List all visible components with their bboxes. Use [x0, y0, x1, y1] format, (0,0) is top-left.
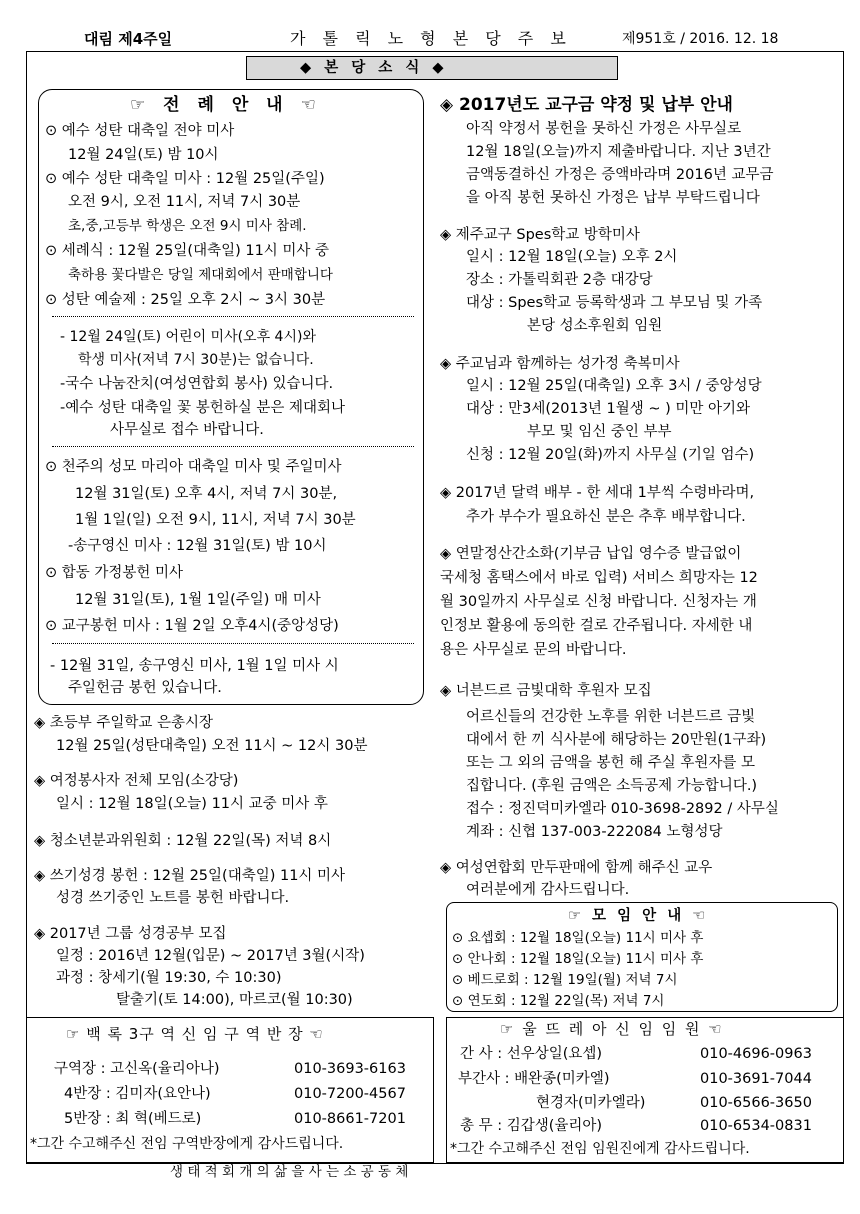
- liturgy-line: 12월 24일(토) 밤 10시: [68, 147, 219, 163]
- thanks-line: 여러분에게 감사드립니다.: [466, 882, 630, 898]
- liturgy-line: 12월 31일(토), 1월 1일(주일) 매 미사: [75, 592, 321, 608]
- liturgy-line: 학생 미사(저녁 7시 30분)는 없습니다.: [78, 352, 314, 368]
- officer-phone: 010-4696-0963: [700, 1046, 812, 1062]
- sponsor-line: ◈ 너븐드르 금빛대학 후원자 모집: [440, 683, 652, 699]
- liturgy-line: ⊙ 천주의 성모 마리아 대축일 미사 및 주일미사: [45, 459, 342, 475]
- officers-title: ☞ 울 뜨 레 아 신 임 임 원 ☜: [500, 1020, 724, 1038]
- liturgy-line: ⊙ 세례식 : 12월 25일(대축일) 11시 미사 중: [45, 243, 330, 259]
- pledge-line: 을 아직 봉헌 못하신 가정은 납부 부탁드립니다: [466, 190, 760, 206]
- liturgy-line: -예수 성탄 대축일 꽃 봉헌하실 분은 제대회나: [60, 400, 346, 416]
- sponsor-line: 계좌 : 신협 137-003-222084 노형성당: [466, 824, 723, 840]
- officers-thanks: *그간 수고해주신 전임 임원진에게 감사드립니다.: [450, 1141, 750, 1157]
- liturgy-line: - 12월 31일, 송구영신 미사, 1월 1일 미사 시: [50, 658, 339, 674]
- liturgy-line: -송구영신 미사 : 12월 31일(토) 밤 10시: [68, 538, 327, 554]
- pledge-title: ◈ 2017년도 교구금 약정 및 납부 안내: [440, 95, 733, 115]
- left-notice: ◈ 2017년 그룹 성경공부 모집: [34, 926, 227, 942]
- liturgy-line: - 12월 24일(토) 어린이 미사(오후 4시)와: [60, 329, 316, 345]
- left-notice: ◈ 쓰기성경 봉헌 : 12월 25일(대축일) 11시 미사: [34, 868, 346, 884]
- pledge-line: 금액동결하신 가정은 증액바라며 2016년 교무금: [466, 167, 774, 183]
- district-role: 구역장 : 고신옥(율리아나): [54, 1061, 220, 1077]
- calendar-line: 추가 부수가 필요하신 분은 추후 배부합니다.: [466, 509, 746, 525]
- thanks-line: ◈ 여성연합회 만두판매에 함께 해주신 교우: [440, 860, 713, 876]
- baby-line: 부모 및 임신 중인 부부: [527, 424, 672, 440]
- liturgy-line: ⊙ 성탄 예술제 : 25일 오후 2시 ~ 3시 30분: [45, 292, 326, 308]
- tax-line: 용은 사무실로 문의 바랍니다.: [440, 642, 627, 658]
- footer-slogan: 생 태 적 회 개 의 삶 을 사 는 소 공 동 체: [170, 1164, 409, 1180]
- meeting-row: ⊙ 요셉회 : 12월 18일(오늘) 11시 미사 후: [452, 930, 704, 946]
- district-role: 4반장 : 김미자(요안나): [64, 1086, 211, 1102]
- liturgy-divider: [52, 446, 414, 447]
- sponsor-line: 집합니다. (후원 금액은 소득공제 가능합니다.): [466, 778, 758, 794]
- header-title: 가 톨 릭 노 형 본 당 주 보: [290, 29, 572, 48]
- meeting-row: ⊙ 베드로회 : 12월 19일(월) 저녁 7시: [452, 972, 678, 988]
- sponsor-line: 어르신들의 건강한 노후를 위한 너븐드르 금빛: [466, 709, 756, 725]
- left-notice: 성경 쓰기중인 노트를 봉헌 바랍니다.: [56, 890, 290, 906]
- left-notice: ◈ 여정봉사자 전체 모임(소강당): [34, 773, 239, 789]
- district-phone: 010-8661-7201: [294, 1111, 406, 1127]
- header-left: 대림 제4주일: [84, 30, 173, 48]
- left-notice: 과정 : 창세기(월 19:30, 수 10:30): [56, 970, 282, 986]
- officer-role: 현경자(미카엘라): [536, 1095, 646, 1111]
- baby-line: 일시 : 12월 25일(대축일) 오후 3시 / 중앙성당: [466, 378, 762, 394]
- sponsor-line: 대에서 한 끼 식사분에 해당하는 20만원(1구좌): [466, 732, 767, 748]
- pledge-line: 12월 18일(오늘)까지 제출바랍니다. 지난 3년간: [466, 144, 771, 160]
- officer-role: 간 사 : 선우상일(요셉): [460, 1046, 603, 1062]
- liturgy-line: 주일헌금 봉헌 있습니다.: [68, 680, 222, 696]
- jeju-line: 본당 성소후원회 임원: [527, 318, 663, 334]
- liturgy-line: ⊙ 예수 성탄 대축일 미사 : 12월 25일(주일): [45, 171, 325, 187]
- district-title: ☞ 백 록 3구 역 신 임 구 역 반 장 ☜: [66, 1025, 324, 1043]
- baby-line: 신청 : 12월 20일(화)까지 사무실 (기일 엄수): [466, 447, 755, 463]
- left-notice: 탈출기(토 14:00), 마르코(월 10:30): [116, 992, 353, 1008]
- officer-role: 부간사 : 배완종(미카엘): [458, 1071, 610, 1087]
- liturgy-line: 축하용 꽃다발은 당일 제대회에서 판매합니다: [68, 267, 333, 283]
- baby-line: 대상 : 만3세(2013년 1월생 ~ ) 미만 아기와: [466, 401, 751, 417]
- officer-phone: 010-6566-3650: [700, 1095, 812, 1111]
- left-notice: ◈ 청소년분과위원회 : 12월 22일(목) 저녁 8시: [34, 833, 332, 849]
- header-issue: 제951호 / 2016. 12. 18: [622, 31, 779, 47]
- liturgy-divider: [52, 643, 414, 644]
- officer-role: 총 무 : 김갑생(율리아): [460, 1118, 603, 1134]
- jeju-line: 대상 : Spes학교 등록학생과 그 부모님 및 가족: [466, 295, 763, 311]
- district-phone: 010-7200-4567: [294, 1086, 406, 1102]
- baby-line: ◈ 주교님과 함께하는 성가정 축복미사: [440, 356, 680, 372]
- left-notice: 일정 : 2016년 12월(입문) ~ 2017년 3월(시작): [56, 948, 365, 964]
- left-notice: 12월 25일(성탄대축일) 오전 11시 ~ 12시 30분: [56, 738, 368, 754]
- tax-line: 월 30일까지 사무실로 신청 바랍니다. 신청자는 개: [440, 594, 757, 610]
- left-notice: 일시 : 12월 18일(오늘) 11시 교중 미사 후: [56, 796, 328, 812]
- liturgy-line: 오전 9시, 오전 11시, 저녁 7시 30분: [68, 194, 301, 210]
- tax-line: ◈ 연말정산간소화(기부금 납입 영수증 발급없이: [440, 546, 742, 562]
- sponsor-line: 또는 그 외의 금액을 봉헌 해 주실 후원자를 모: [466, 755, 755, 771]
- liturgy-line: 12월 31일(토) 오후 4시, 저녁 7시 30분,: [75, 486, 338, 502]
- liturgy-line: -국수 나눔잔치(여성연합회 봉사) 있습니다.: [60, 376, 334, 392]
- district-role: 5반장 : 최 혁(베드로): [64, 1111, 202, 1127]
- district-phone: 010-3693-6163: [294, 1061, 406, 1077]
- left-notice: ◈ 초등부 주일학교 은총시장: [34, 715, 214, 731]
- liturgy-line: ⊙ 예수 성탄 대축일 전야 미사: [45, 123, 235, 139]
- district-thanks: *그간 수고해주신 전임 구역반장에게 감사드립니다.: [30, 1136, 344, 1152]
- liturgy-title: ☞ 전 례 안 내 ☜: [130, 95, 322, 115]
- liturgy-line: ⊙ 교구봉헌 미사 : 1월 2일 오후4시(중앙성당): [45, 618, 339, 634]
- pledge-line: 아직 약정서 봉헌을 못하신 가정은 사무실로: [466, 121, 742, 137]
- calendar-line: ◈ 2017년 달력 배부 - 한 세대 1부씩 수령바라며,: [440, 485, 755, 501]
- tax-line: 인정보 활용에 동의한 걸로 간주됩니다. 자세한 내: [440, 618, 753, 634]
- liturgy-divider: [52, 316, 414, 317]
- liturgy-line: 1월 1일(일) 오전 9시, 11시, 저녁 7시 30분: [75, 512, 356, 528]
- liturgy-line: ⊙ 합동 가정봉헌 미사: [45, 565, 184, 581]
- meetings-title: ☞ 모 임 안 내 ☜: [568, 908, 709, 924]
- officer-phone: 010-6534-0831: [700, 1118, 812, 1134]
- tax-line: 국세청 홈택스에서 바로 입력) 서비스 희망자는 12: [440, 570, 758, 586]
- jeju-line: ◈ 제주교구 Spes학교 방학미사: [440, 227, 640, 243]
- section-banner-text: ◆ 본 당 소 식 ◆: [300, 60, 448, 76]
- officer-phone: 010-3691-7044: [700, 1071, 812, 1087]
- meeting-row: ⊙ 연도회 : 12월 22일(목) 저녁 7시: [452, 993, 665, 1009]
- meeting-row: ⊙ 안나회 : 12월 18일(오늘) 11시 미사 후: [452, 951, 704, 967]
- liturgy-line: 사무실로 접수 바랍니다.: [110, 422, 264, 438]
- sponsor-line: 접수 : 정진덕미카엘라 010-3698-2892 / 사무실: [466, 801, 779, 817]
- jeju-line: 일시 : 12월 18일(오늘) 오후 2시: [466, 249, 678, 265]
- jeju-line: 장소 : 가톨릭회관 2층 대강당: [466, 272, 653, 288]
- liturgy-line: 초,중,고등부 학생은 오전 9시 미사 참례.: [68, 218, 307, 234]
